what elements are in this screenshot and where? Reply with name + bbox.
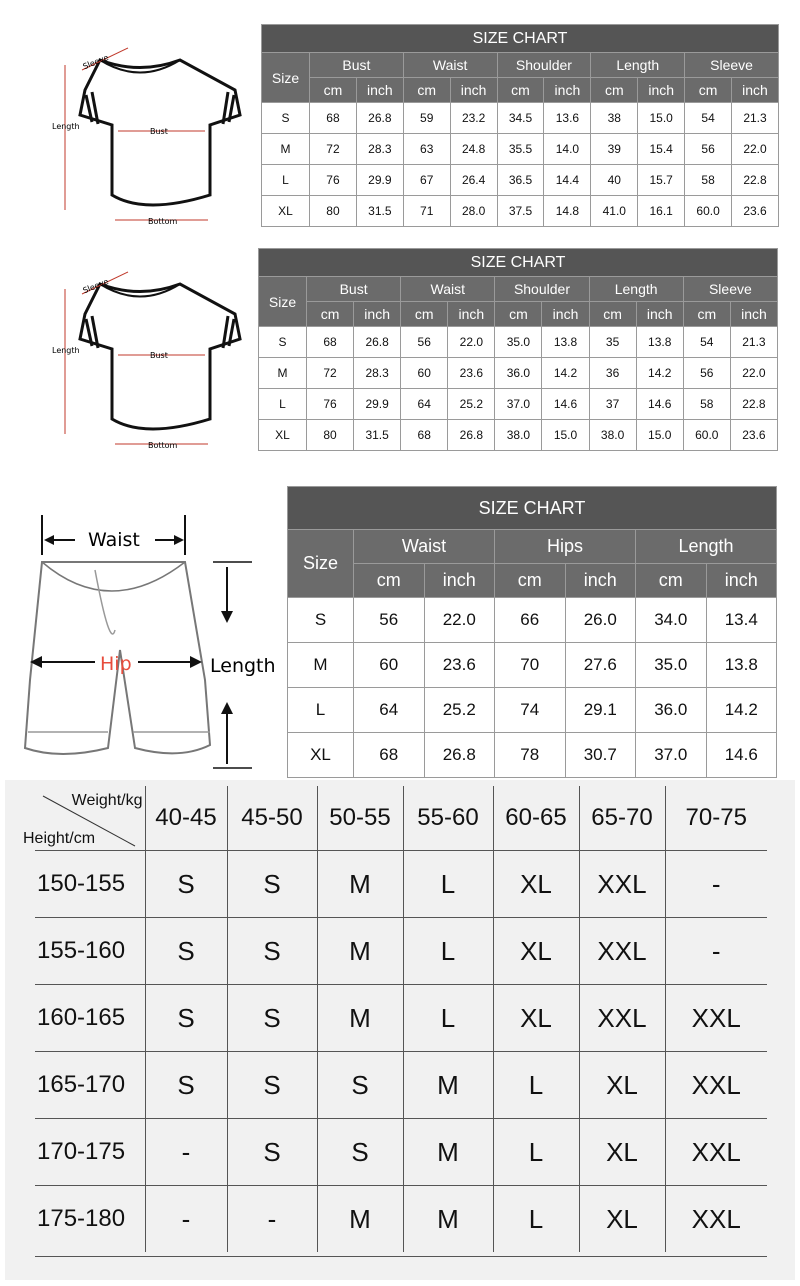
measure-cell: 80 <box>307 420 354 451</box>
measure-cell: 68 <box>307 327 354 358</box>
chart-title: SIZE CHART <box>259 249 778 277</box>
weight-header: 40-45 <box>145 786 227 851</box>
measure-cell: 35 <box>589 327 636 358</box>
unit-header: inch <box>732 78 779 103</box>
measure-cell: 28.0 <box>450 196 497 227</box>
measure-cell: 56 <box>354 598 425 643</box>
hip-label: Hip <box>100 653 132 675</box>
measure-cell: 60.0 <box>685 196 732 227</box>
measure-cell: 22.0 <box>424 598 495 643</box>
measure-cell: 56 <box>401 327 448 358</box>
group-header: Waist <box>401 277 495 302</box>
unit-header: cm <box>589 302 636 327</box>
measure-cell: 64 <box>401 389 448 420</box>
group-header: Bust <box>310 53 404 78</box>
chart-title: SIZE CHART <box>288 487 777 530</box>
weight-header: 50-55 <box>317 786 403 851</box>
unit-header: inch <box>565 564 636 598</box>
unit-header: cm <box>310 78 357 103</box>
size-cell: M <box>317 1186 403 1253</box>
measure-cell: 26.8 <box>356 103 403 134</box>
measure-cell: 37 <box>589 389 636 420</box>
measure-cell: 35.0 <box>495 327 542 358</box>
measure-cell: 14.6 <box>542 389 589 420</box>
weight-axis-label: Weight/kg <box>71 792 143 809</box>
measure-cell: 14.6 <box>636 389 683 420</box>
group-header: Length <box>591 53 685 78</box>
measure-cell: 21.3 <box>730 327 777 358</box>
measure-cell: 29.1 <box>565 688 636 733</box>
size-cell: S <box>227 1052 317 1119</box>
measure-cell: 41.0 <box>591 196 638 227</box>
measure-cell: 54 <box>683 327 730 358</box>
measure-cell: 16.1 <box>638 196 685 227</box>
measure-cell: 56 <box>685 134 732 165</box>
height-label: 160-165 <box>35 985 145 1052</box>
measure-cell: 22.0 <box>732 134 779 165</box>
unit-header: inch <box>450 78 497 103</box>
size-cell: XXL <box>665 1052 767 1119</box>
measure-cell: 26.8 <box>354 327 401 358</box>
measure-cell: 31.5 <box>356 196 403 227</box>
unit-header: cm <box>401 302 448 327</box>
unit-header: cm <box>683 302 730 327</box>
length-label: Length <box>52 346 80 355</box>
table-row <box>259 420 778 451</box>
unit-header: inch <box>544 78 591 103</box>
measure-cell: 26.0 <box>565 598 636 643</box>
group-header: Waist <box>403 53 497 78</box>
weight-header: 60-65 <box>493 786 579 851</box>
size-chart-2 <box>258 248 778 451</box>
size-cell: - <box>145 1186 227 1253</box>
measure-cell: 21.3 <box>732 103 779 134</box>
table-row <box>262 165 779 196</box>
table-row <box>35 1186 767 1253</box>
size-cell: - <box>145 1119 227 1186</box>
measure-cell: 68 <box>401 420 448 451</box>
measure-cell: 14.6 <box>706 733 777 778</box>
size-cell: L <box>403 985 493 1052</box>
height-label: 150-155 <box>35 851 145 918</box>
measure-cell: 15.0 <box>638 103 685 134</box>
measure-cell: 28.3 <box>356 134 403 165</box>
measure-cell: 67 <box>403 165 450 196</box>
table-row <box>35 1119 767 1186</box>
group-header: Length <box>589 277 683 302</box>
measure-cell: 23.6 <box>730 420 777 451</box>
measure-cell: 37.0 <box>495 389 542 420</box>
measure-cell: 68 <box>310 103 357 134</box>
unit-header: cm <box>307 302 354 327</box>
size-header: Size <box>262 53 310 103</box>
height-label: 170-175 <box>35 1119 145 1186</box>
measure-cell: 66 <box>495 598 566 643</box>
measure-cell: 23.6 <box>424 643 495 688</box>
table-row <box>288 688 777 733</box>
group-header: Hips <box>495 530 636 564</box>
measure-cell: 72 <box>310 134 357 165</box>
size-cell: S <box>262 103 310 134</box>
size-cell: S <box>227 851 317 918</box>
measure-cell: 58 <box>683 389 730 420</box>
measure-cell: 14.2 <box>542 358 589 389</box>
measure-cell: 25.2 <box>424 688 495 733</box>
measure-cell: 68 <box>354 733 425 778</box>
measure-cell: 60 <box>354 643 425 688</box>
measure-cell: 13.8 <box>706 643 777 688</box>
measure-cell: 14.0 <box>544 134 591 165</box>
measure-cell: 80 <box>310 196 357 227</box>
measure-cell: 22.8 <box>730 389 777 420</box>
size-cell: S <box>227 918 317 985</box>
unit-header: inch <box>730 302 777 327</box>
unit-header: cm <box>403 78 450 103</box>
measure-cell: 13.4 <box>706 598 777 643</box>
measure-cell: 28.3 <box>354 358 401 389</box>
measure-cell: 60.0 <box>683 420 730 451</box>
height-label: 165-170 <box>35 1052 145 1119</box>
table-row <box>35 918 767 985</box>
weight-header: 45-50 <box>227 786 317 851</box>
size-cell: XL <box>579 1186 665 1253</box>
size-cell: XXL <box>579 851 665 918</box>
measure-cell: 13.8 <box>636 327 683 358</box>
measure-cell: 36.0 <box>495 358 542 389</box>
measure-cell: 74 <box>495 688 566 733</box>
size-cell: XXL <box>579 918 665 985</box>
measure-cell: 15.0 <box>542 420 589 451</box>
bottom-label: Bottom <box>148 441 178 450</box>
measure-cell: 72 <box>307 358 354 389</box>
group-header: Waist <box>354 530 495 564</box>
measure-cell: 15.7 <box>638 165 685 196</box>
measure-cell: 40 <box>591 165 638 196</box>
size-cell: XXL <box>665 1119 767 1186</box>
measure-cell: 36 <box>589 358 636 389</box>
size-cell: XL <box>493 851 579 918</box>
measure-cell: 58 <box>685 165 732 196</box>
measure-cell: 23.2 <box>450 103 497 134</box>
bottom-label: Bottom <box>148 217 178 226</box>
measure-cell: 14.4 <box>544 165 591 196</box>
size-header: Size <box>288 530 354 598</box>
measure-cell: 15.0 <box>636 420 683 451</box>
length-label: Length <box>210 655 276 677</box>
measure-cell: 26.8 <box>448 420 495 451</box>
size-cell: S <box>227 1119 317 1186</box>
weight-header: 55-60 <box>403 786 493 851</box>
size-cell: M <box>262 134 310 165</box>
measure-cell: 13.6 <box>544 103 591 134</box>
size-cell: XL <box>493 985 579 1052</box>
size-cell: M <box>317 985 403 1052</box>
unit-header: cm <box>591 78 638 103</box>
measure-cell: 38 <box>591 103 638 134</box>
size-cell: M <box>288 643 354 688</box>
size-cell: L <box>493 1052 579 1119</box>
measure-cell: 13.8 <box>542 327 589 358</box>
table-row <box>262 196 779 227</box>
measure-cell: 76 <box>307 389 354 420</box>
measure-cell: 23.6 <box>732 196 779 227</box>
measure-cell: 76 <box>310 165 357 196</box>
unit-header: cm <box>354 564 425 598</box>
measure-cell: 35.0 <box>636 643 707 688</box>
tshirt-diagram-1 <box>40 30 255 230</box>
measure-cell: 31.5 <box>354 420 401 451</box>
sleeve-label: Sleeve <box>81 276 110 296</box>
measure-cell: 64 <box>354 688 425 733</box>
table-row <box>288 733 777 778</box>
measure-cell: 29.9 <box>354 389 401 420</box>
chart-title: SIZE CHART <box>262 25 779 53</box>
size-cell: M <box>259 358 307 389</box>
group-header: Sleeve <box>685 53 779 78</box>
group-header: Shoulder <box>497 53 591 78</box>
measure-cell: 22.0 <box>730 358 777 389</box>
size-cell: L <box>403 851 493 918</box>
unit-header: cm <box>685 78 732 103</box>
size-cell: XL <box>259 420 307 451</box>
unit-header: cm <box>495 302 542 327</box>
table-row <box>262 134 779 165</box>
measure-cell: 39 <box>591 134 638 165</box>
length-label: Length <box>52 122 80 131</box>
measure-cell: 34.0 <box>636 598 707 643</box>
size-cell: S <box>227 985 317 1052</box>
size-cell: M <box>403 1119 493 1186</box>
measure-cell: 54 <box>685 103 732 134</box>
size-cell: - <box>665 851 767 918</box>
shorts-diagram <box>20 510 282 775</box>
table-row <box>259 327 778 358</box>
size-cell: XL <box>579 1052 665 1119</box>
size-cell: L <box>493 1119 579 1186</box>
size-cell: S <box>317 1119 403 1186</box>
unit-header: inch <box>424 564 495 598</box>
group-header: Sleeve <box>683 277 777 302</box>
height-label: 155-160 <box>35 918 145 985</box>
measure-cell: 24.8 <box>450 134 497 165</box>
measure-cell: 78 <box>495 733 566 778</box>
unit-header: inch <box>636 302 683 327</box>
size-cell: M <box>403 1052 493 1119</box>
measure-cell: 15.4 <box>638 134 685 165</box>
measure-cell: 25.2 <box>448 389 495 420</box>
measure-cell: 63 <box>403 134 450 165</box>
unit-header: inch <box>706 564 777 598</box>
unit-header: inch <box>356 78 403 103</box>
measure-cell: 36.0 <box>636 688 707 733</box>
measure-cell: 23.6 <box>448 358 495 389</box>
weight-header: 70-75 <box>665 786 767 851</box>
size-cell: S <box>145 918 227 985</box>
table-row <box>288 643 777 688</box>
unit-header: cm <box>497 78 544 103</box>
unit-header: inch <box>354 302 401 327</box>
group-header: Shoulder <box>495 277 589 302</box>
size-cell: M <box>317 851 403 918</box>
size-cell: S <box>259 327 307 358</box>
measure-cell: 70 <box>495 643 566 688</box>
measure-cell: 26.8 <box>424 733 495 778</box>
size-cell: XL <box>262 196 310 227</box>
measure-cell: 29.9 <box>356 165 403 196</box>
weight-header: 65-70 <box>579 786 665 851</box>
size-cell: XXL <box>665 985 767 1052</box>
measure-cell: 36.5 <box>497 165 544 196</box>
table-row <box>288 598 777 643</box>
size-cell: S <box>317 1052 403 1119</box>
measure-cell: 60 <box>401 358 448 389</box>
tshirt-diagram-2 <box>40 254 255 454</box>
size-cell: - <box>665 918 767 985</box>
unit-header: cm <box>636 564 707 598</box>
size-header: Size <box>259 277 307 327</box>
size-cell: L <box>262 165 310 196</box>
measure-cell: 59 <box>403 103 450 134</box>
measure-cell: 71 <box>403 196 450 227</box>
size-cell: XXL <box>579 985 665 1052</box>
measure-cell: 22.0 <box>448 327 495 358</box>
measure-cell: 14.8 <box>544 196 591 227</box>
size-cell: L <box>259 389 307 420</box>
measure-cell: 56 <box>683 358 730 389</box>
measure-cell: 38.0 <box>589 420 636 451</box>
grid-bottom-rule <box>35 1256 767 1257</box>
size-cell: XXL <box>665 1186 767 1253</box>
size-cell: S <box>288 598 354 643</box>
size-chart-1 <box>261 24 779 227</box>
unit-header: inch <box>542 302 589 327</box>
bust-label: Bust <box>150 127 168 136</box>
height-label: 175-180 <box>35 1186 145 1253</box>
group-header: Bust <box>307 277 401 302</box>
unit-header: inch <box>638 78 685 103</box>
table-row <box>35 851 767 918</box>
size-chart-3 <box>287 486 777 778</box>
measure-cell: 35.5 <box>497 134 544 165</box>
grid-corner <box>23 786 145 851</box>
size-cell: S <box>145 851 227 918</box>
bust-label: Bust <box>150 351 168 360</box>
group-header: Length <box>636 530 777 564</box>
size-cell: M <box>317 918 403 985</box>
measure-cell: 34.5 <box>497 103 544 134</box>
table-row <box>35 1052 767 1119</box>
measure-cell: 27.6 <box>565 643 636 688</box>
size-cell: L <box>403 918 493 985</box>
measure-cell: 26.4 <box>450 165 497 196</box>
height-axis-label: Height/cm <box>23 830 96 847</box>
measure-cell: 37.5 <box>497 196 544 227</box>
size-cell: XL <box>579 1119 665 1186</box>
size-cell: S <box>145 1052 227 1119</box>
size-cell: XL <box>288 733 354 778</box>
sleeve-label: Sleeve <box>81 52 110 72</box>
table-row <box>259 389 778 420</box>
size-recommendation-table <box>23 786 767 1252</box>
table-row <box>35 985 767 1052</box>
unit-header: cm <box>495 564 566 598</box>
size-cell: - <box>227 1186 317 1253</box>
table-row <box>259 358 778 389</box>
measure-cell: 22.8 <box>732 165 779 196</box>
size-cell: S <box>145 985 227 1052</box>
waist-label: Waist <box>88 529 140 551</box>
measure-cell: 14.2 <box>636 358 683 389</box>
table-row <box>262 103 779 134</box>
unit-header: inch <box>448 302 495 327</box>
measure-cell: 14.2 <box>706 688 777 733</box>
size-cell: M <box>403 1186 493 1253</box>
measure-cell: 30.7 <box>565 733 636 778</box>
size-cell: XL <box>493 918 579 985</box>
weight-height-size-grid <box>5 780 795 1280</box>
measure-cell: 38.0 <box>495 420 542 451</box>
size-cell: L <box>288 688 354 733</box>
size-cell: L <box>493 1186 579 1253</box>
measure-cell: 37.0 <box>636 733 707 778</box>
